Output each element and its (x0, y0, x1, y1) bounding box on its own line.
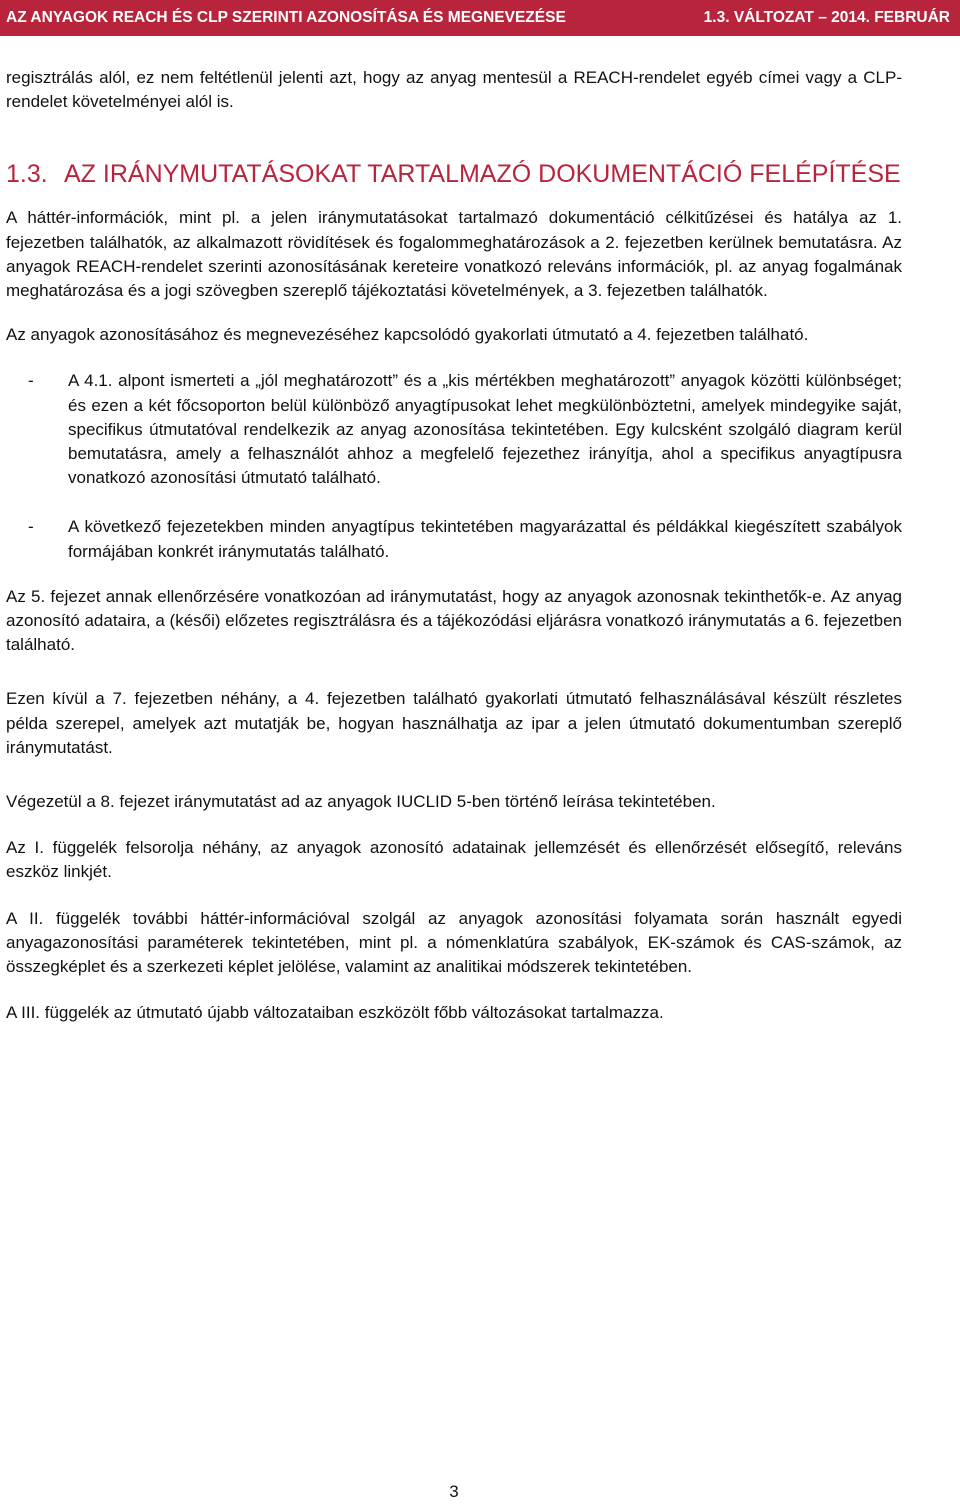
list-item-text: A következő fejezetekben minden anyagtípus tekintetében magyarázattal és példákkal kiegészített szabályok formájában konkrét iránymutatás található. (68, 517, 902, 561)
paragraph-chapter-8: Végezetül a 8. fejezet iránymutatást ad az anyagok IUCLID 5-ben történő leírása tekintetében. (6, 792, 716, 812)
list-item (6, 515, 902, 563)
section-heading (6, 159, 902, 190)
page-number: 3 (449, 1482, 459, 1501)
paragraph-background-info: A háttér-információk, mint pl. a jelen iránymutatásokat tartalmazó dokumentáció célkitűzései és hatálya az 1. fejezetben találhatók, az alkalmazott rövidítések és fogalommeghatározások a 2. fejezetben kerülnek bemutatásra. Az anyagok REACH-rendelet szerinti azonosításának kereteire vonatkozó releváns információk, pl. az anyag fogalmának meghatározása és a jogi szövegben szereplő tájékoztatási követelmények, a 3. fejezetben találhatók. (6, 208, 902, 301)
page-body (6, 66, 902, 1025)
list-marker: - (28, 371, 34, 391)
header-version: 1.3. VÁLTOZAT – 2014. FEBRUÁR (703, 9, 950, 26)
intro-paragraph: regisztrálás alól, ez nem feltétlenül jelenti azt, hogy az anyag mentesül a REACH-rendelet egyéb címei vagy a CLP-rendelet követelményei alól is. (6, 68, 902, 112)
paragraph-appendix-2: A II. függelék további háttér-információval szolgál az anyagok azonosítási folyamata során használt egyedi anyagazonosítási paraméterek tekintetében, mint pl. a nómenklatúra szabályok, EK-számok és CAS-számok, az összegképlet és a szerkezeti képlet jelölése, valamint az analitikai módszerek tekintetében. (6, 908, 902, 977)
list-marker: - (28, 517, 34, 537)
paragraph-chapter-5-6: Az 5. fejezet annak ellenőrzésére vonatkozóan ad iránymutatást, hogy az anyagok azonosnak tekinthetők-e. Az anyag azonosító adataira, a (késői) előzetes regisztrálásra és a tájékozódási eljárásra vonatkozó iránymutatás a 6. fejezetben található. (6, 586, 902, 655)
paragraph-chapter-7: Ezen kívül a 7. fejezetben néhány, a 4. fejezetben található gyakorlati útmutató felhasználásával készült részletes példa szerepel, amelyek azt mutatják be, hogyan használhatja az ipar a jelen útmutató dokumentumban szereplő iránymutatást. (6, 689, 902, 757)
section-number: 1.3. (6, 160, 48, 189)
paragraph-appendix-1: Az I. függelék felsorolja néhány, az anyagok azonosító adatainak jellemzését és ellenőrzését elősegítő, releváns eszköz linkjét. (6, 838, 902, 882)
header-document-title: AZ ANYAGOK REACH ÉS CLP SZERINTI AZONOSÍTÁSA ÉS MEGNEVEZÉSE (6, 9, 566, 26)
list-item (6, 369, 902, 490)
paragraph-chapter-4: Az anyagok azonosításához és megnevezéséhez kapcsolódó gyakorlati útmutató a 4. fejezetben található. (6, 325, 809, 345)
paragraph-appendix-3: A III. függelék az útmutató újabb változataiban eszközölt főbb változásokat tartalmazza. (6, 1003, 664, 1023)
list-item-text: A 4.1. alpont ismerteti a „jól meghatározott” és a „kis mértékben meghatározott” anyagok közötti különbséget; és ezen a két főcsoporton belül különböző anyagtípusokat lehet megkülönböztetni, amelyek mindegyike saját, specifikus útmutatóval rendelkezik az anyag azonosítása tekintetében. Egy kulcsként szolgáló diagram kerül bemutatásra, amely a felhasználót ahhoz a megfelelő fejezethez irányítja, ahol a specifikus anyagtípusra vonatkozó azonosítási útmutató található. (68, 371, 902, 488)
running-header (0, 0, 960, 36)
bullet-list (6, 369, 902, 563)
section-title: AZ IRÁNYMUTATÁSOKAT TARTALMAZÓ DOKUMENTÁCIÓ FELÉPÍTÉSE (64, 160, 901, 189)
